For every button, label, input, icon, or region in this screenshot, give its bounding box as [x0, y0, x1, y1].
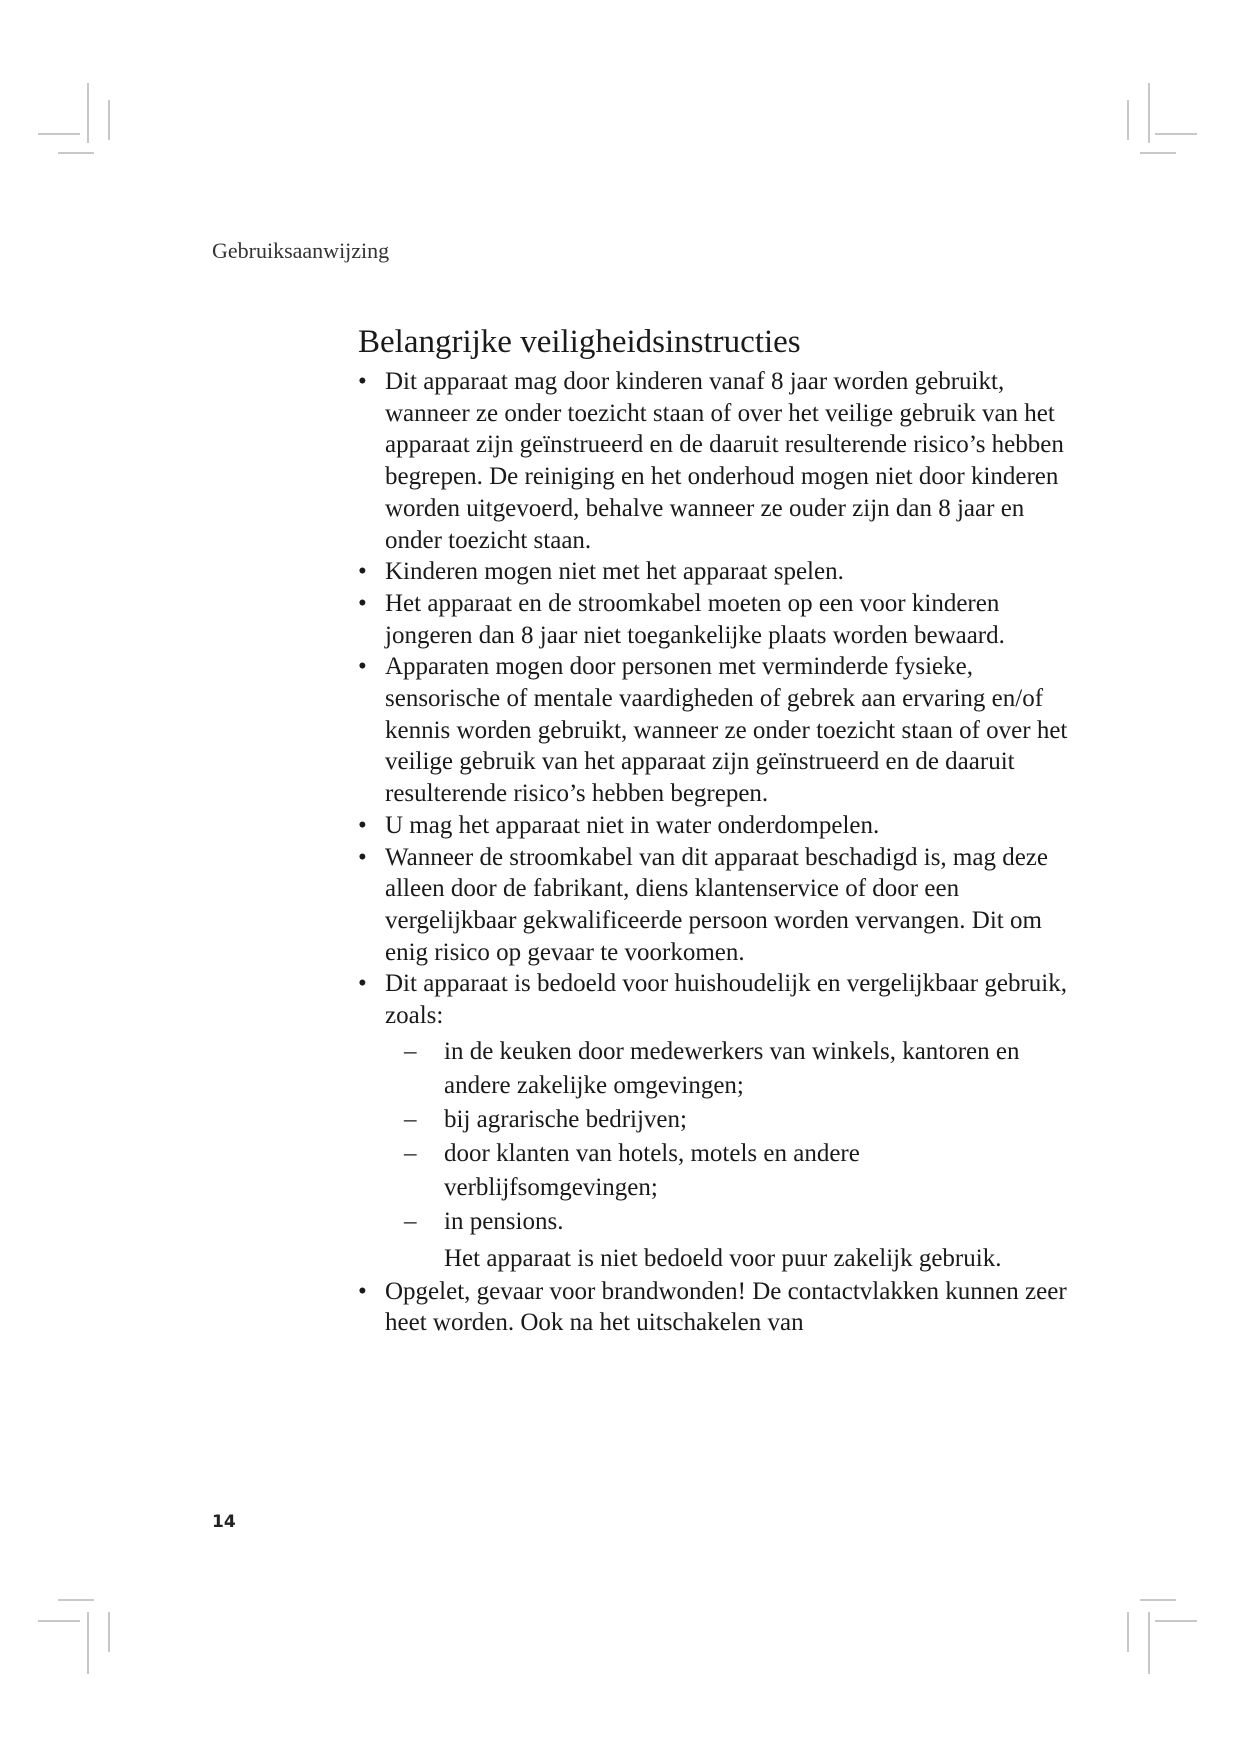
safety-item-text: Dit apparaat is bedoeld voor huishoudelijk en vergelijkbaar gebruik, zoals:	[385, 970, 1067, 1030]
safety-list-item	[358, 1276, 1078, 1339]
usage-sublist-text: door klanten van hotels, motels en andere verblijfsomgevingen;	[444, 1139, 860, 1201]
safety-item-text: Dit apparaat mag door kinderen vanaf 8 jaar worden gebruikt, wanneer ze onder toezicht staan of over het veilige gebruik van het apparaat zijn geïnstrueerd en de daaruit resulterende risico’s hebben begrepen. De reiniging en het onderhoud mogen niet door kinderen worden uitgevoerd, behalve wanneer ze ouder zijn dan 8 jaar en onder toezicht staan.	[385, 368, 1064, 554]
safety-section	[358, 320, 1078, 1339]
crop-mark	[108, 1612, 110, 1652]
crop-mark	[58, 1599, 94, 1601]
bullet-icon: •	[358, 368, 367, 395]
bullet-icon: •	[358, 843, 367, 871]
bullet-icon: •	[358, 653, 367, 681]
usage-sublist-text: in pensions.	[444, 1207, 564, 1235]
bullet-icon: •	[358, 558, 367, 586]
usage-sublist-text: in de keuken door medewerkers van winkels, kantoren en andere zakelijke omgevingen;	[444, 1037, 1020, 1099]
crop-mark	[108, 100, 110, 140]
bullet-icon: •	[358, 589, 367, 617]
section-title: Belangrijke veiligheidsinstructies	[358, 324, 801, 360]
safety-list-item	[358, 556, 1078, 588]
crop-mark	[1140, 152, 1176, 154]
usage-note: Het apparaat is niet bedoeld voor puur zakelijk gebruik.	[444, 1244, 1002, 1272]
crop-mark	[1155, 1620, 1197, 1622]
bullet-icon: •	[358, 811, 367, 839]
page-number: 14	[212, 1512, 236, 1532]
running-header: Gebruiksaanwijzing	[212, 238, 390, 263]
bullet-icon: •	[358, 970, 367, 998]
dash-icon: –	[404, 1139, 417, 1167]
dash-icon: –	[404, 1037, 417, 1065]
safety-item-text: Apparaten mogen door personen met verminderde fysieke, sensorische of mentale vaardigheden of gebrek aan ervaring en/of kennis worden gebruikt, wanneer ze onder toezicht staan of over het veilige gebruik van het apparaat zijn geïnstrueerd en de daaruit resulterende risico’s hebben begrepen.	[385, 653, 1068, 808]
crop-mark	[87, 1612, 89, 1674]
safety-list-item	[358, 366, 1078, 556]
crop-mark	[1127, 100, 1129, 140]
usage-sublist-text: bij agrarische bedrijven;	[444, 1105, 687, 1133]
safety-list	[358, 366, 1078, 1339]
dash-icon: –	[404, 1207, 417, 1235]
safety-item-text: U mag het apparaat niet in water onderdompelen.	[385, 811, 880, 839]
crop-mark	[1155, 133, 1197, 135]
safety-list-item	[358, 651, 1078, 810]
usage-sublist-item	[404, 1137, 1078, 1205]
crop-mark	[58, 152, 94, 154]
usage-sublist-item	[404, 1205, 1078, 1239]
safety-item-text: Het apparaat en de stroomkabel moeten op een voor kinderen jongeren dan 8 jaar niet toegankelijke plaats worden bewaard.	[385, 589, 1005, 649]
crop-mark	[1148, 83, 1150, 143]
usage-sublist	[404, 1035, 1078, 1239]
bullet-icon: •	[358, 1277, 367, 1305]
crop-mark	[38, 1620, 80, 1622]
safety-item-text: Opgelet, gevaar voor brandwonden! De contactvlakken kunnen zeer heet worden. Ook na het uitschakelen van	[385, 1277, 1067, 1337]
crop-mark	[1127, 1612, 1129, 1652]
safety-item-text: Kinderen mogen niet met het apparaat spelen.	[385, 558, 844, 586]
crop-mark	[1140, 1599, 1176, 1601]
crop-mark	[87, 83, 89, 143]
safety-list-item	[358, 968, 1078, 1275]
usage-sublist-item	[404, 1035, 1078, 1103]
safety-list-item	[358, 842, 1078, 969]
safety-list-item	[358, 810, 1078, 842]
usage-sublist-item	[404, 1103, 1078, 1137]
safety-item-text: Wanneer de stroomkabel van dit apparaat beschadigd is, mag deze alleen door de fabrikant, diens klantenservice of door een vergelijkbaar gekwalificeerde persoon worden vervangen. Dit om enig risico op gevaar te voorkomen.	[385, 843, 1049, 966]
dash-icon: –	[404, 1105, 417, 1133]
crop-mark	[1148, 1612, 1150, 1674]
crop-mark	[38, 133, 80, 135]
safety-list-item	[358, 588, 1078, 651]
